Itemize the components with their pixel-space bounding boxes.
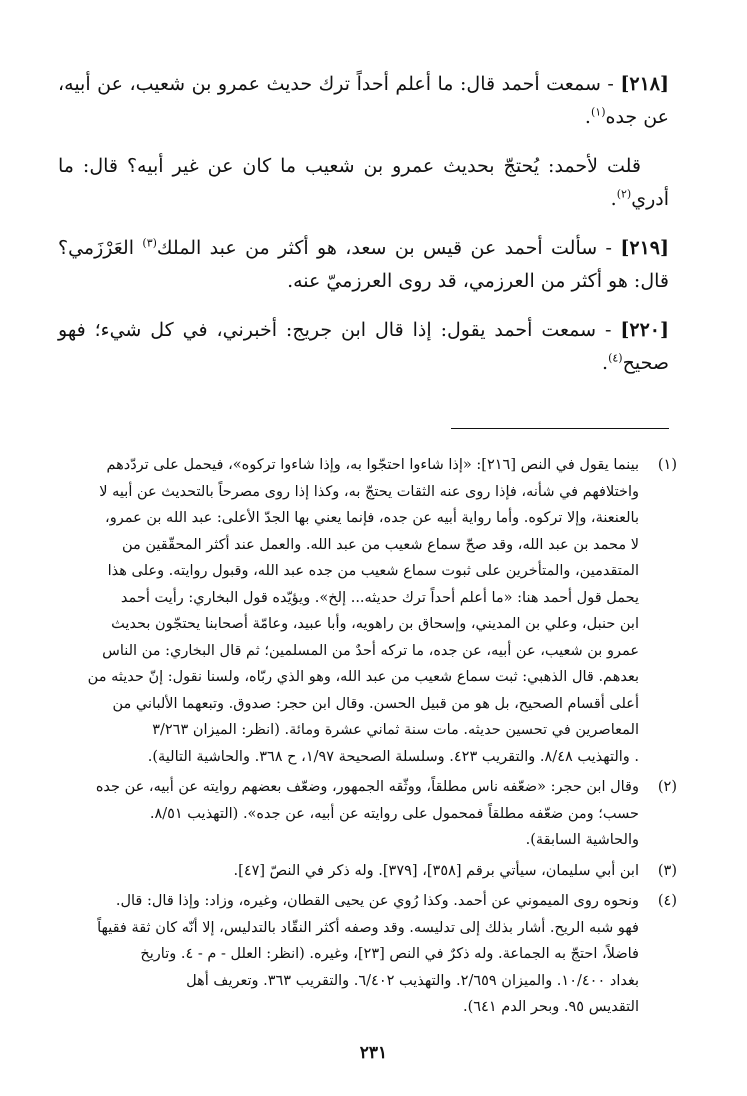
footnote-ref[interactable]: (٣) — [142, 236, 157, 250]
footnote-2 — [58, 774, 677, 854]
footnote-ref[interactable]: (١) — [590, 105, 606, 119]
footnote-body — [58, 888, 639, 1021]
footnote-line: المتقدمين، والمتأخرين على ثبوت سماع شعيب من جده عبد الله، وقبول روايته. وعلى هذا — [107, 563, 639, 579]
footnote-line: . والتهذيب ٨/٤٨. والتقريب ٤٢٣. وسلسلة الصحيحة ١/٩٧، ح ٣٦٨. والحاشية التالية). — [147, 748, 639, 765]
entry-text: قلت لأحمد: يُحتجّ بحديث عمرو بن شعيب ما كان عن غير أبيه؟ قال: ما أدري — [58, 155, 669, 210]
footnote-line: ونحوه روى الميموني عن أحمد. وكذا رُوي عن يحيى القطان، وغيره، وزاد: وإذا قال: قال. — [115, 893, 639, 909]
footnote-line: يحمل قول أحمد هنا: «ما أعلم أحداً ترك حديثه... إلخ». ويؤيّده قول البخاري: رأيت أحمد — [120, 589, 639, 606]
footnote-line: عمرو بن شعيب، عن أبيه، عن جده، ما تركه أحدٌ من المسلمين؛ ثم قال البخاري: من الناس — [102, 642, 639, 659]
footnote-line: واختلافهم في شأنه، فإذا روى عنه الثقات يحتجّ به، وكذا إذا روى مصرحاً بالتحديث عن أبيه لا — [99, 483, 639, 500]
footnote-label: (٣) — [657, 862, 677, 879]
entry-220 — [58, 314, 669, 380]
entry-question — [58, 150, 669, 216]
entry-number: [٢١٩] — [620, 237, 669, 259]
footnotes — [58, 452, 677, 1025]
footnote-line: التقديس ٩٥. وبحر الدم ٦٤١). — [462, 999, 639, 1015]
entry-number: [٢١٨] — [620, 73, 669, 95]
footnote-1 — [58, 452, 677, 770]
entry-218 — [58, 68, 669, 134]
footnote-3 — [58, 858, 677, 885]
footnote-line: والحاشية السابقة). — [525, 832, 639, 848]
footnote-body — [58, 774, 639, 854]
footnote-line: فهو شبه الريح. أشار بذلك إلى تدليسه. وقد وصفه أكثر النقّاد بالتدليس، إلا أنّه كان ثقة فقيهاً — [97, 919, 639, 936]
footnote-ref[interactable]: (٢) — [616, 187, 632, 201]
footnote-body — [58, 858, 639, 885]
footnote-label: (١) — [657, 457, 677, 473]
footnote-line: لا محمد بن عبد الله، وقد صحّ سماع شعيب من عبد الله. والعمل عند أكثر المحقّقين من — [121, 536, 639, 553]
footnote-ref[interactable]: (٤) — [608, 351, 623, 365]
entry-219 — [58, 232, 669, 298]
entry-text: - سمعت أحمد يقول: إذا قال ابن جريج: أخبرني، في كل شيء؛ فهو صحيح — [58, 319, 669, 374]
footnote-line: ابن أبي سليمان، سيأتي برقم [٣٥٨]، [٣٧٩]. وله ذكر في النصّ [٤٧]. — [233, 862, 639, 879]
footnote-line: وقال ابن حجر: «ضعّفه ناس مطلقاً، ووثّقه الجمهور، وضعّف بعضهم روايته عن أبيه، عن جده — [95, 779, 639, 795]
footnote-line: بينما يقول في النص [٢١٦]: «إذا شاءوا احتجّوا به، وإذا شاءوا تركوه»، فيحمل على تردّدهم — [106, 457, 639, 473]
entry-text: - سمعت أحمد قال: ما أعلم أحداً ترك حديث عمرو بن شعيب، عن أبيه، عن جده — [58, 73, 669, 128]
entry-end: . — [602, 352, 609, 374]
footnote-line: ابن حنبل، وعلي بن المديني، وإسحاق بن راهويه، وأبا عبيد، وعامّة أصحابنا يحتجّون بحديث — [111, 616, 639, 632]
entry-end: . — [610, 188, 617, 210]
footnote-label: (٢) — [657, 779, 677, 795]
entry-end: . — [584, 106, 591, 128]
footnote-line: فاضلاً، احتجّ به الجماعة. وله ذكرٌ في النص [٢٣]، وغيره. (انظر: العلل - م - ٤. وتاريخ — [140, 946, 639, 962]
footnote-4 — [58, 888, 677, 1021]
footnote-separator — [451, 428, 669, 429]
footnote-line: بالعنعنة، وإلا تركوه. وأما رواية أبيه عن جده، فإنما يعني بها الجدّ الأعلى: عبد الله بن عمرو، — [105, 510, 639, 526]
footnote-line: المعاصرين في تحسين حديثه. مات سنة ثماني عشرة ومائة. (انظر: الميزان ٣/٢٦٣ — [152, 722, 639, 738]
footnote-line: بغداد ١٠/٤٠٠. والميزان ٢/٦٥٩. والتهذيب ٦/٤٠٢. والتقريب ٣٦٣. وتعريف أهل — [186, 972, 639, 989]
main-text — [58, 68, 669, 396]
footnote-body — [58, 452, 639, 770]
entry-end: العَرْزَمي؟ قال: هو أكثر من العرزمي، قد روى العرزميّ عنه. — [58, 237, 669, 292]
entry-text: - سألت أحمد عن قيس بن سعد، هو أكثر من عبد الملك — [156, 237, 621, 259]
footnote-label: (٤) — [657, 893, 677, 909]
footnote-line: أعلى أقسام الصحيح، بل هو من قبيل الحسن. وقال ابن حجر: صدوق. وتبعهما الألباني من — [112, 695, 639, 712]
entry-number: [٢٢٠] — [620, 319, 669, 341]
footnote-line: حسب؛ ومن ضعّفه مطلقاً فمحمول على روايته عن أبيه، عن جده». (التهذيب ٨/٥١. — [149, 805, 639, 822]
page-number: ٢٣١ — [359, 1043, 388, 1063]
footnote-line: بعدهم. قال الذهبي: ثبت سماع شعيب من عبد الله، وهو الذي ربّاه، ولسنا نقول: إنّ حديثه من — [87, 669, 639, 685]
